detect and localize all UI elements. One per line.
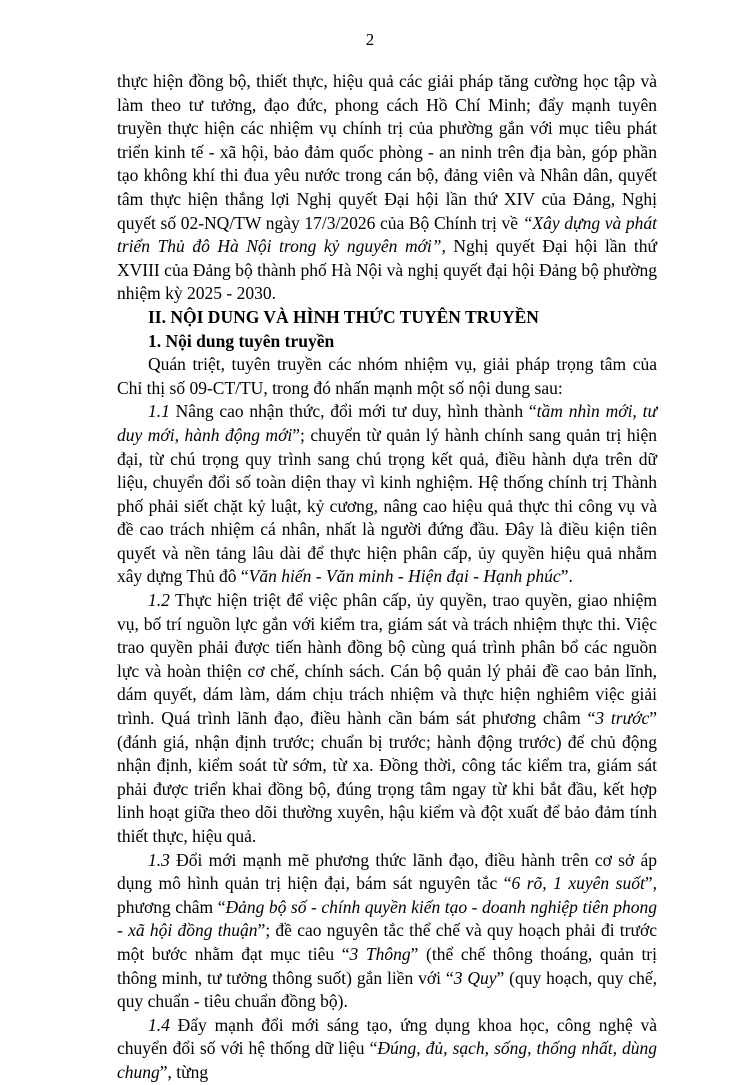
lead-paragraph: Quán triệt, tuyên truyền các nhóm nhiệm vụ, giải pháp trọng tâm của Chỉ thị số 09-CT/TU, trong đó nhấn mạnh một số nội dung sau:	[117, 354, 657, 398]
subsection-title: 1. Nội dung tuyên truyền	[148, 330, 335, 351]
item-text: ”, từng	[159, 1061, 209, 1082]
item-text: ” (thể chế thông thoáng, quản trị thông minh, tư tưởng thông suốt) gắn liền với “	[117, 943, 657, 988]
item-text: ”.	[560, 566, 573, 587]
item-number: 1.4	[148, 1014, 170, 1035]
item-text: ” (đánh giá, nhận định trước; chuẩn bị trước; hành động trước) để chủ động nhận định, kiểm soát từ sớm, từ xa. Đồng thời, công tác kiểm tra, giám sát phải được triển khai đồng bộ, đúng trọng tâm ngay từ khi bắt đầu, kết hợp linh hoạt giữa theo dõi thường xuyên, hậu kiểm và đột xuất để bảo đảm tính thiết thực, hiệu quả.	[117, 708, 657, 846]
item-number: 1.1	[148, 401, 170, 422]
item-text: Nâng cao nhận thức, đổi mới tư duy, hình thành “	[169, 401, 537, 422]
item-quote: 3 Quy	[453, 967, 497, 988]
item-text: Thực hiện triệt để việc phân cấp, ủy quyền, trao quyền, giao nhiệm vụ, bố trí nguồn lực gắn với kiểm tra, giám sát và trách nhiệm thực thi. Việc trao quyền phải được tiến hành đồng bộ cùng quá trình phân bổ các nguồn lực và hoàn thiện cơ chế, chính sách. Cán bộ quản lý phải đề cao bản lĩnh, dám quyết, dám làm, dám chịu trách nhiệm và thực hiện nghiêm việc giải trình. Quá trình lãnh đạo, điều hành cần bám sát phương châm “	[117, 590, 657, 729]
item-quote: 3 Thông	[349, 943, 411, 964]
item-quote: tầm nhìn mới, tư duy mới, hành động mới	[117, 401, 657, 445]
item-quote: Đúng, đủ, sạch, sống, thống nhất, dùng chung	[117, 1038, 658, 1082]
item-1-1-paragraph	[117, 400, 657, 589]
item-text: Đẩy mạnh đổi mới sáng tạo, ứng dụng khoa học, công nghệ và chuyển đổi số với hệ thống dữ liệu “	[117, 1014, 657, 1059]
item-number: 1.3	[148, 849, 170, 870]
item-quote: 3 trước	[595, 708, 650, 729]
item-text: ”; đề cao nguyên tắc thể chế và quy hoạch phải đi trước một bước nhằm đạt mục tiêu “	[117, 920, 658, 964]
intro-paragraph	[117, 70, 657, 306]
item-quote: Đảng bộ số - chính quyền kiến tạo - doanh nghiệp tiên phong - xã hội đồng thuận	[117, 896, 657, 941]
item-text: ” (quy hoạch, quy chế, quy chuẩn - tiêu chuẩn đồng bộ).	[117, 967, 658, 1012]
item-text: Đổi mới mạnh mẽ phương thức lãnh đạo, điều hành trên cơ sở áp dụng mô hình quản trị hiện đại, bám sát nguyên tắc “	[117, 849, 657, 894]
item-number: 1.2	[148, 590, 170, 611]
item-text: ”; chuyển từ quản lý hành chính sang quản trị hiện đại, từ chú trọng quy trình sang chú trọng kết quả, điều hành dựa trên dữ liệu, chuyển đổi số toàn diện thay vì kinh nghiệm. Hệ thống chính trị Thành phố phải siết chặt kỷ luật, kỷ cương, nâng cao hiệu quả thực thi công vụ và đề cao trách nhiệm cá nhân, nhất là người đứng đầu. Đây là điều kiện tiên quyết và nền tảng lâu dài để thực hiện phân cấp, ủy quyền hiệu quả nhằm xây dựng Thủ đô “	[117, 424, 657, 587]
intro-text-1: thực hiện đồng bộ, thiết thực, hiệu quả các giải pháp tăng cường học tập và làm theo tư tưởng, đạo đức, phong cách Hồ Chí Minh; đẩy mạnh tuyên truyền thực hiện các nhiệm vụ chính trị của phường gắn với mục tiêu phát triển kinh tế - xã hội, bảo đảm quốc phòng - an ninh trên địa bàn, góp phần tạo không khí thi đua yêu nước trong cán bộ, đảng viên và Nhân dân, quyết tâm thực hiện thắng lợi Nghị quyết Đại hội lần thứ XIV của Đảng, Nghị quyết số 02-NQ/TW ngày 17/3/2026 của Bộ Chính trị về	[117, 71, 657, 233]
item-1-4-paragraph	[117, 1014, 657, 1085]
item-text: ”, phương châm “	[117, 873, 657, 917]
page-number: 2	[365, 30, 375, 49]
item-quote: Văn hiến - Văn minh - Hiện đại - Hạnh phúc	[248, 566, 561, 587]
document-body	[117, 70, 657, 1085]
item-quote: 6 rõ, 1 xuyên suốt	[511, 873, 645, 894]
section-title: II. NỘI DUNG VÀ HÌNH THỨC TUYÊN TRUYỀN	[148, 306, 539, 327]
item-1-2-paragraph	[117, 589, 657, 849]
intro-text-2: , Nghị quyết Đại hội lần thứ XVIII của Đảng bộ thành phố Hà Nội và nghị quyết đại hội Đảng bộ phường nhiệm kỳ 2025 - 2030.	[117, 236, 657, 304]
intro-quote: “Xây dựng và phát triển Thủ đô Hà Nội trong kỷ nguyên mới”	[117, 212, 657, 257]
item-1-3-paragraph	[117, 849, 657, 1014]
